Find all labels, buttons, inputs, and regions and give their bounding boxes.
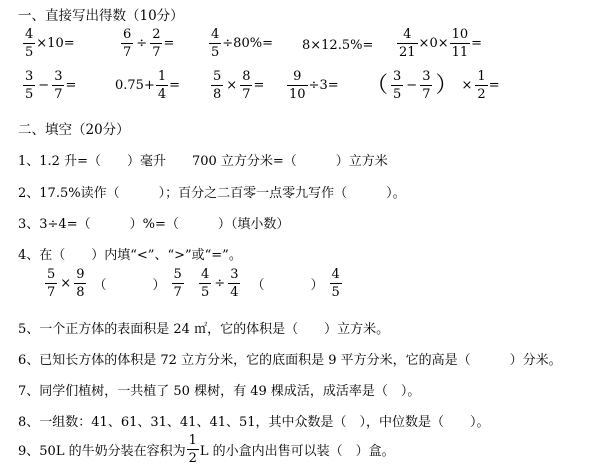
blank-paren[interactable]: （ xyxy=(251,278,265,293)
question-3: 3、3÷4=（ ）%=（ ）（填小数） xyxy=(18,217,290,232)
question-7: 7、同学们植树，一共植了 50 棵树，有 49 棵成活，成活率是（ ）。 xyxy=(18,384,421,399)
question-8: 8、一组数：41、61、31、41、41、51，其中众数是（ ），中位数是（ ）。 xyxy=(18,415,490,430)
calc-1-5: $\frac{4}{21}$ ×0× $\frac{10}{11}$ = xyxy=(399,27,483,60)
calc-2-5: （ $\frac{3}{5}$ − $\frac{3}{7}$ ） × $\frac{1}{2}$ = xyxy=(366,69,500,102)
calc-1-1: $\frac{4}{5}$ ×10= xyxy=(25,27,75,60)
question-5: 5、一个正方体的表面积是 24 ㎡，它的体积是（ ）立方米。 xyxy=(18,322,390,337)
calc-1-2: $\frac{6}{7}$ ÷ $\frac{2}{7}$ = xyxy=(123,27,175,60)
question-9: 9、50L 的牛奶分装在容积为 $\frac{1}{2}$ L 的小盒内出售可以装（ ）盒。 xyxy=(18,433,395,466)
calc-2-4: $\frac{9}{10}$ ÷3= xyxy=(289,69,339,102)
calc-2-2: 0.75+ $\frac{1}{4}$ = xyxy=(115,69,181,102)
compare-2: $\frac{4}{5}$ ÷ $\frac{3}{4}$ （ ） $\frac{4}{5}$ xyxy=(201,267,340,300)
blank-paren[interactable]: （ xyxy=(93,278,107,293)
question-6: 6、已知长方体的体积是 72 立方分米，它的底面积是 9 平方分米，它的高是（ ）分米。 xyxy=(18,353,562,368)
calc-1-3: $\frac{4}{5}$ ÷80%= xyxy=(211,27,273,60)
calc-1-4: 8×12.5%= xyxy=(302,38,374,53)
question-1: 1、1.2 升=（ ）毫升 700 立方分米=（ ）立方米 xyxy=(18,154,388,169)
compare-1: $\frac{5}{7}$ × $\frac{9}{8}$ （ ） $\frac{5}{7}$ xyxy=(47,267,182,300)
question-2: 2、17.5%读作（ ）；百分之二百零一点零九写作（ ）。 xyxy=(18,186,406,201)
section-1-title: 一、直接写出得数（10分） xyxy=(18,8,184,24)
calc-2-3: $\frac{5}{8}$ × $\frac{8}{7}$ = xyxy=(213,69,265,102)
question-4: 4、在（ ）内填“<”、“>”或“=”。 xyxy=(18,248,242,263)
section-2-title: 二、填空（20分） xyxy=(18,122,130,138)
calc-2-1: $\frac{3}{5}$ − $\frac{3}{7}$ = xyxy=(25,69,77,102)
